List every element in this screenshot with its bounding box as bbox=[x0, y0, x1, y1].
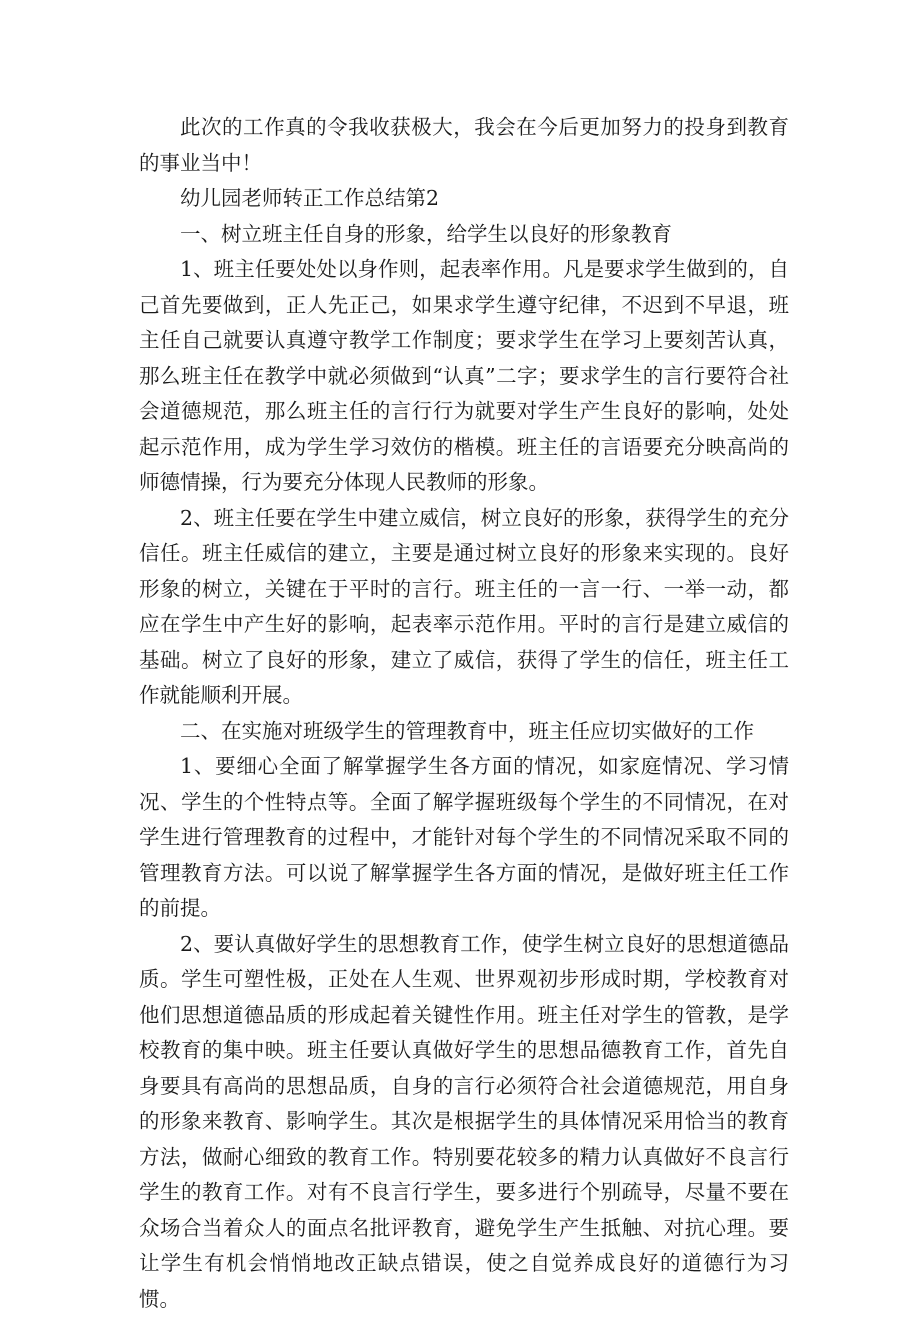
section-title: 幼儿园老师转正工作总结第2 bbox=[139, 181, 789, 217]
document-body bbox=[139, 110, 789, 1317]
paragraph-2-1: 1、要细心全面了解掌握学生各方面的情况，如家庭情况、学习情况、学生的个性特点等。全面了解学握班级每个学生的不同情况，在对学生进行管理教育的过程中，才能针对每个学生的不同情况采取不同的管理教育方法。可以说了解掌握学生各方面的情况，是做好班主任工作的前提。 bbox=[139, 749, 789, 927]
paragraph-2-2: 2、要认真做好学生的思想教育工作，使学生树立良好的思想道德品质。学生可塑性极，正处在人生观、世界观初步形成时期，学校教育对他们思想道德品质的形成起着关键性作用。班主任对学生的管教，是学校教育的集中映。班主任要认真做好学生的思想品德教育工作，首先自身要具有高尚的思想品质，自身的言行必须符合社会道德规范，用自身的形象来教育、影响学生。其次是根据学生的具体情况采用恰当的教育方法，做耐心细致的教育工作。特别要花较多的精力认真做好不良言行学生的教育工作。对有不良言行学生，要多进行个别疏导，尽量不要在众场合当着众人的面点名批评教育，避免学生产生抵触、对抗心理。要让学生有机会悄悄地改正缺点错误，使之自觉养成良好的道德行为习惯。 bbox=[139, 927, 789, 1317]
heading-part-one: 一、树立班主任自身的形象，给学生以良好的形象教育 bbox=[139, 217, 789, 253]
heading-part-two: 二、在实施对班级学生的管理教育中，班主任应切实做好的工作 bbox=[139, 714, 789, 750]
paragraph-1-2: 2、班主任要在学生中建立威信，树立良好的形象，获得学生的充分信任。班主任威信的建立，主要是通过树立良好的形象来实现的。良好形象的树立，关键在于平时的言行。班主任的一言一行、一举一动，都应在学生中产生好的影响，起表率示范作用。平时的言行是建立威信的基础。树立了良好的形象，建立了威信，获得了学生的信任，班主任工作就能顺利开展。 bbox=[139, 501, 789, 714]
paragraph-1-1: 1、班主任要处处以身作则，起表率作用。凡是要求学生做到的，自己首先要做到，正人先正己，如果求学生遵守纪律，不迟到不早退，班主任自己就要认真遵守教学工作制度；要求学生在学习上要刻苦认真，那么班主任在教学中就必须做到“认真”二字；要求学生的言行要符合社会道德规范，那么班主任的言行行为就要对学生产生良好的影响，处处起示范作用，成为学生学习效仿的楷模。班主任的言语要充分映高尚的师德情操，行为要充分体现人民教师的形象。 bbox=[139, 252, 789, 501]
closing-paragraph: 此次的工作真的令我收获极大，我会在今后更加努力的投身到教育的事业当中！ bbox=[139, 110, 789, 181]
